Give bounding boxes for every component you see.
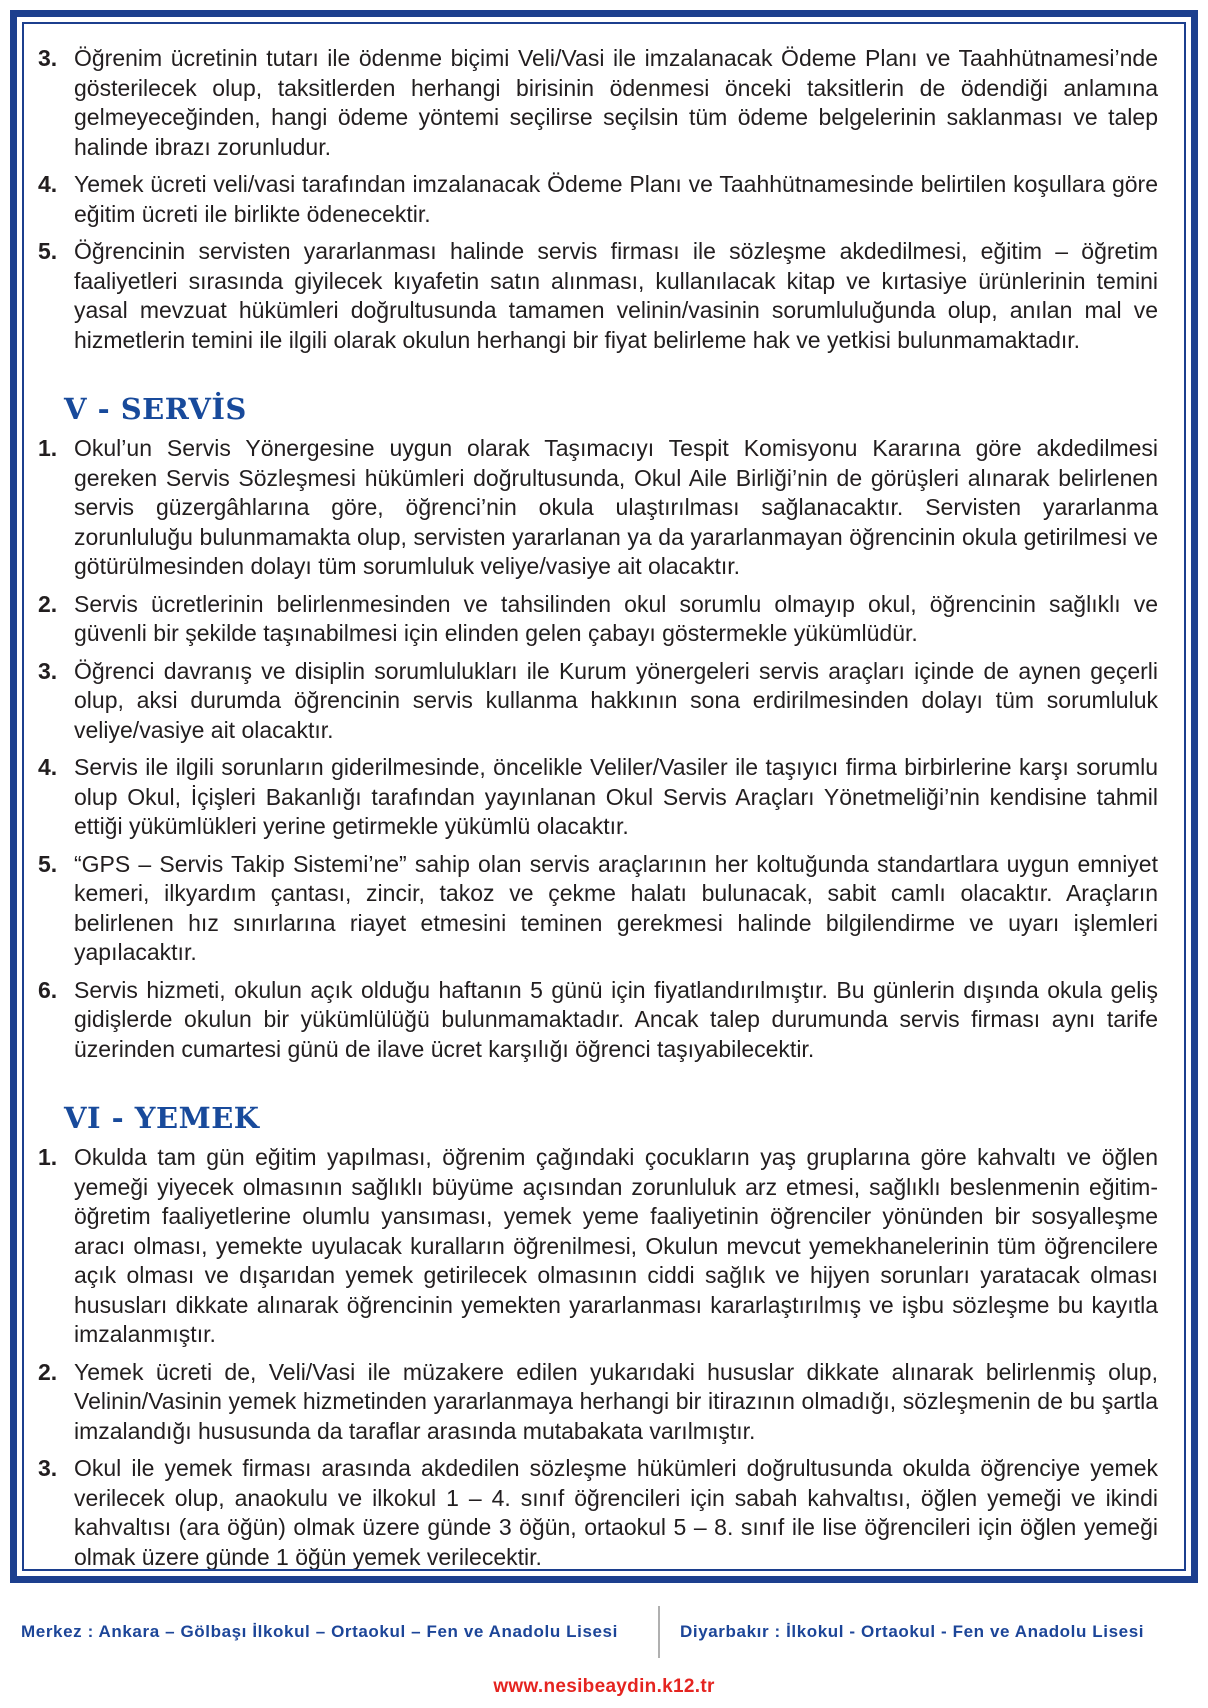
- page-border-frame: [10, 10, 1198, 1583]
- document-content: [22, 22, 1186, 1571]
- item-number: 4.: [38, 171, 58, 197]
- item-text: Okul’un Servis Yönergesine uygun olarak Taşımacıyı Tespit Komisyonu Kararına göre akdedilmesi gereken Servis Sözleşmesi hükümleri doğrultusunda, Okul Aile Birliği’nin de görüşleri alınarak belirlenen servis güzergâhlarına göre, öğrenci’nin okula ulaştırılması sağlanacaktır. Servisten yararlanma zorunluluğu bulunmamakta olup, servisten yararlanan ya da yararlanmayan öğrencinin okula getirilmesi ve götürülmesinden dolayı tüm sorumluluk veliye/vasiye ait olacaktır.: [74, 435, 1158, 579]
- list-item-intro-5: [38, 237, 1158, 355]
- footer-campus-merkez-label: Merkez : Ankara – Gölbaşı İlkokul – Ortaokul – Fen ve Anadolu Lisesi: [21, 1622, 618, 1641]
- item-text: Yemek ücreti veli/vasi tarafından imzalanacak Ödeme Planı ve Taahhütnamesinde belirtilen koşullara göre eğitim ücreti ile birlikte ödenecektir.: [74, 171, 1158, 227]
- item-number: 5.: [38, 850, 58, 877]
- item-number: 3.: [38, 657, 58, 684]
- list-item-yemek-1: [38, 1143, 1158, 1350]
- footer-campus-diyarbakir-label: Diyarbakır : İlkokul - Ortaokul - Fen ve Anadolu Lisesi: [680, 1622, 1145, 1641]
- item-text: “GPS – Servis Takip Sistemi’ne” sahip olan servis araçlarının her koltuğunda standartlara uygun emniyet kemeri, ilkyardım çantası, zincir, takoz ve çekme halatı bulunacak, sabit camlı olacaktır. Araçların belirlenen hız sınırlarına riayet etmesini teminen gerekmesi halinde bilgilendirme ve uyarı işlemleri yapılacaktır.: [74, 850, 1158, 965]
- list-item-servis-6: [38, 976, 1158, 1065]
- item-number: 1.: [38, 435, 58, 461]
- item-text: Öğrencinin servisten yararlanması halinde servis firması ile sözleşme akdedilmesi, eğitim – öğretim faaliyetleri sırasında giyilecek kıyafetin satın alınması, kullanılacak kitap ve kırtasiye ürünlerinin temini yasal mevzuat hükümleri doğrultusunda tamamen velinin/vasinin sorumluluğunda olup, anılan mal ve hizmetlerin temini ile ilgili olarak okulun herhangi bir fiyat belirleme hak ve yetkisi bulunmamaktadır.: [74, 238, 1158, 353]
- list-item-servis-1: [38, 434, 1158, 582]
- list-item-intro-4: [38, 170, 1158, 229]
- item-number: 2.: [38, 590, 58, 617]
- list-item-servis-4: [38, 753, 1158, 842]
- section-title-yemek: VI - YEMEK: [64, 1101, 260, 1135]
- item-number: 2.: [38, 1358, 58, 1385]
- item-number: 1.: [38, 1144, 58, 1170]
- item-number: 3.: [38, 1455, 58, 1481]
- item-text: Servis ile ilgili sorunların giderilmesinde, öncelikle Veliler/Vasiler ile taşıyıcı firma birbirlerine karşı sorumlu olup Okul, İçişleri Bakanlığı tarafından yayınlanan Okul Servis Araçları Yönetmeliği’nin kendisine tahmil ettiği yükümlükleri yerine getirmekle yükümlü olacaktır.: [74, 754, 1158, 839]
- list-item-servis-5: [38, 850, 1158, 968]
- item-text: Okul ile yemek firması arasında akdedilen sözleşme hükümleri doğrultusunda okulda öğrenciye yemek verilecek olup, anaokulu ve ilkokul 1 – 4. sınıf öğrencileri için sabah kahvaltısı, öğlen yemeği ve ikindi kahvaltısı (ara öğün) olmak üzere günde 3 öğün, ortaokul 5 – 8. sınıf ile lise öğrencileri için öğlen yemeği olmak üzere günde 1 öğün yemek verilecektir.: [74, 1455, 1158, 1570]
- item-text: Öğrenci davranış ve disiplin sorumlulukları ile Kurum yönergeleri servis araçları içinde de aynen geçerli olup, aksi durumda öğrencinin servis kullanma hakkının sona erdirilmesinden dolayı tüm sorumluluk veliye/vasiye ait olacaktır.: [74, 657, 1158, 743]
- footer-campus-merkez: [10, 1622, 658, 1642]
- item-number: 6.: [38, 976, 58, 1003]
- item-text: Yemek ücreti de, Veli/Vasi ile müzakere edilen yukarıdaki hususlar dikkate alınarak belirlenmiş olup, Velinin/Vasinin yemek hizmetinden yararlanmaya herhangi bir itirazının olmadığı, sözleşmenin de bu şartla imzalandığı hususunda da taraflar arasında mutabakata varılmıştır.: [74, 1358, 1158, 1444]
- item-number: 5.: [38, 238, 58, 264]
- footer-campus-diyarbakir: [660, 1622, 1198, 1642]
- item-text: Servis ücretlerinin belirlenmesinden ve tahsilinden okul sorumlu olmayıp okul, öğrencinin sağlıklı ve güvenli bir şekilde taşınabilmesi için elinden gelen çabayı göstermekle yükümlüdür.: [74, 590, 1158, 646]
- list-item-yemek-3: [38, 1454, 1158, 1571]
- list-item-servis-2: [38, 590, 1158, 649]
- list-item-intro-3: [38, 44, 1158, 162]
- list-item-yemek-2: [38, 1358, 1158, 1447]
- item-text: Servis hizmeti, okulun açık olduğu haftanın 5 günü için fiyatlandırılmıştır. Bu günlerin dışında okula geliş gidişlerde okulun bir yükümlülüğü bulunmamaktadır. Ancak talep durumunda servis firması aynı tarife üzerinden cumartesi günü de ilave ücret karşılığı öğrenci taşıyabilecektir.: [74, 976, 1158, 1062]
- website-url: www.nesibeaydin.k12.tr: [493, 1676, 715, 1697]
- item-number: 3.: [38, 45, 58, 71]
- item-text: Okulda tam gün eğitim yapılması, öğrenim çağındaki çocukların yaş gruplarına göre kahvaltı ve öğlen yemeği yiyecek olmasının sağlıklı büyüme açısından zorunluluk arz etmesi, sağlıklı beslenmenin eğitim-öğretim faaliyetlerine olumlu yansıması, yemek yeme faaliyetinin öğrenciler yönünden bir sosyalleşme aracı olması, yemekte uyulacak kuralların öğrenilmesi, Okulun mevcut yemekhanelerinin tüm öğrencilere açık olması ve dışarıdan yemek getirilecek olmasının ciddi sağlık ve hijyen sorunları yaratacak olması hususları dikkate alınarak öğrencinin yemekten yararlanması kararlaştırılmış ve işbu sözleşme bu kayıtla imzalanmıştır.: [74, 1144, 1158, 1347]
- list-item-servis-3: [38, 657, 1158, 746]
- item-number: 4.: [38, 754, 58, 780]
- section-title-servis: V - SERVİS: [64, 392, 247, 426]
- item-text: Öğrenim ücretinin tutarı ile ödenme biçimi Veli/Vasi ile imzalanacak Ödeme Planı ve Taahhütnamesi’nde gösterilecek olup, taksitlerden herhangi birisinin ödenmesi önceki taksitlerin de ödendiği anlamına gelmeyeceğinden, hangi ödeme yöntemi seçilirse seçilsin tüm ödeme belgelerinin saklanması ve talep halinde ibrazı zorunludur.: [74, 45, 1158, 160]
- footer: [10, 1606, 1198, 1658]
